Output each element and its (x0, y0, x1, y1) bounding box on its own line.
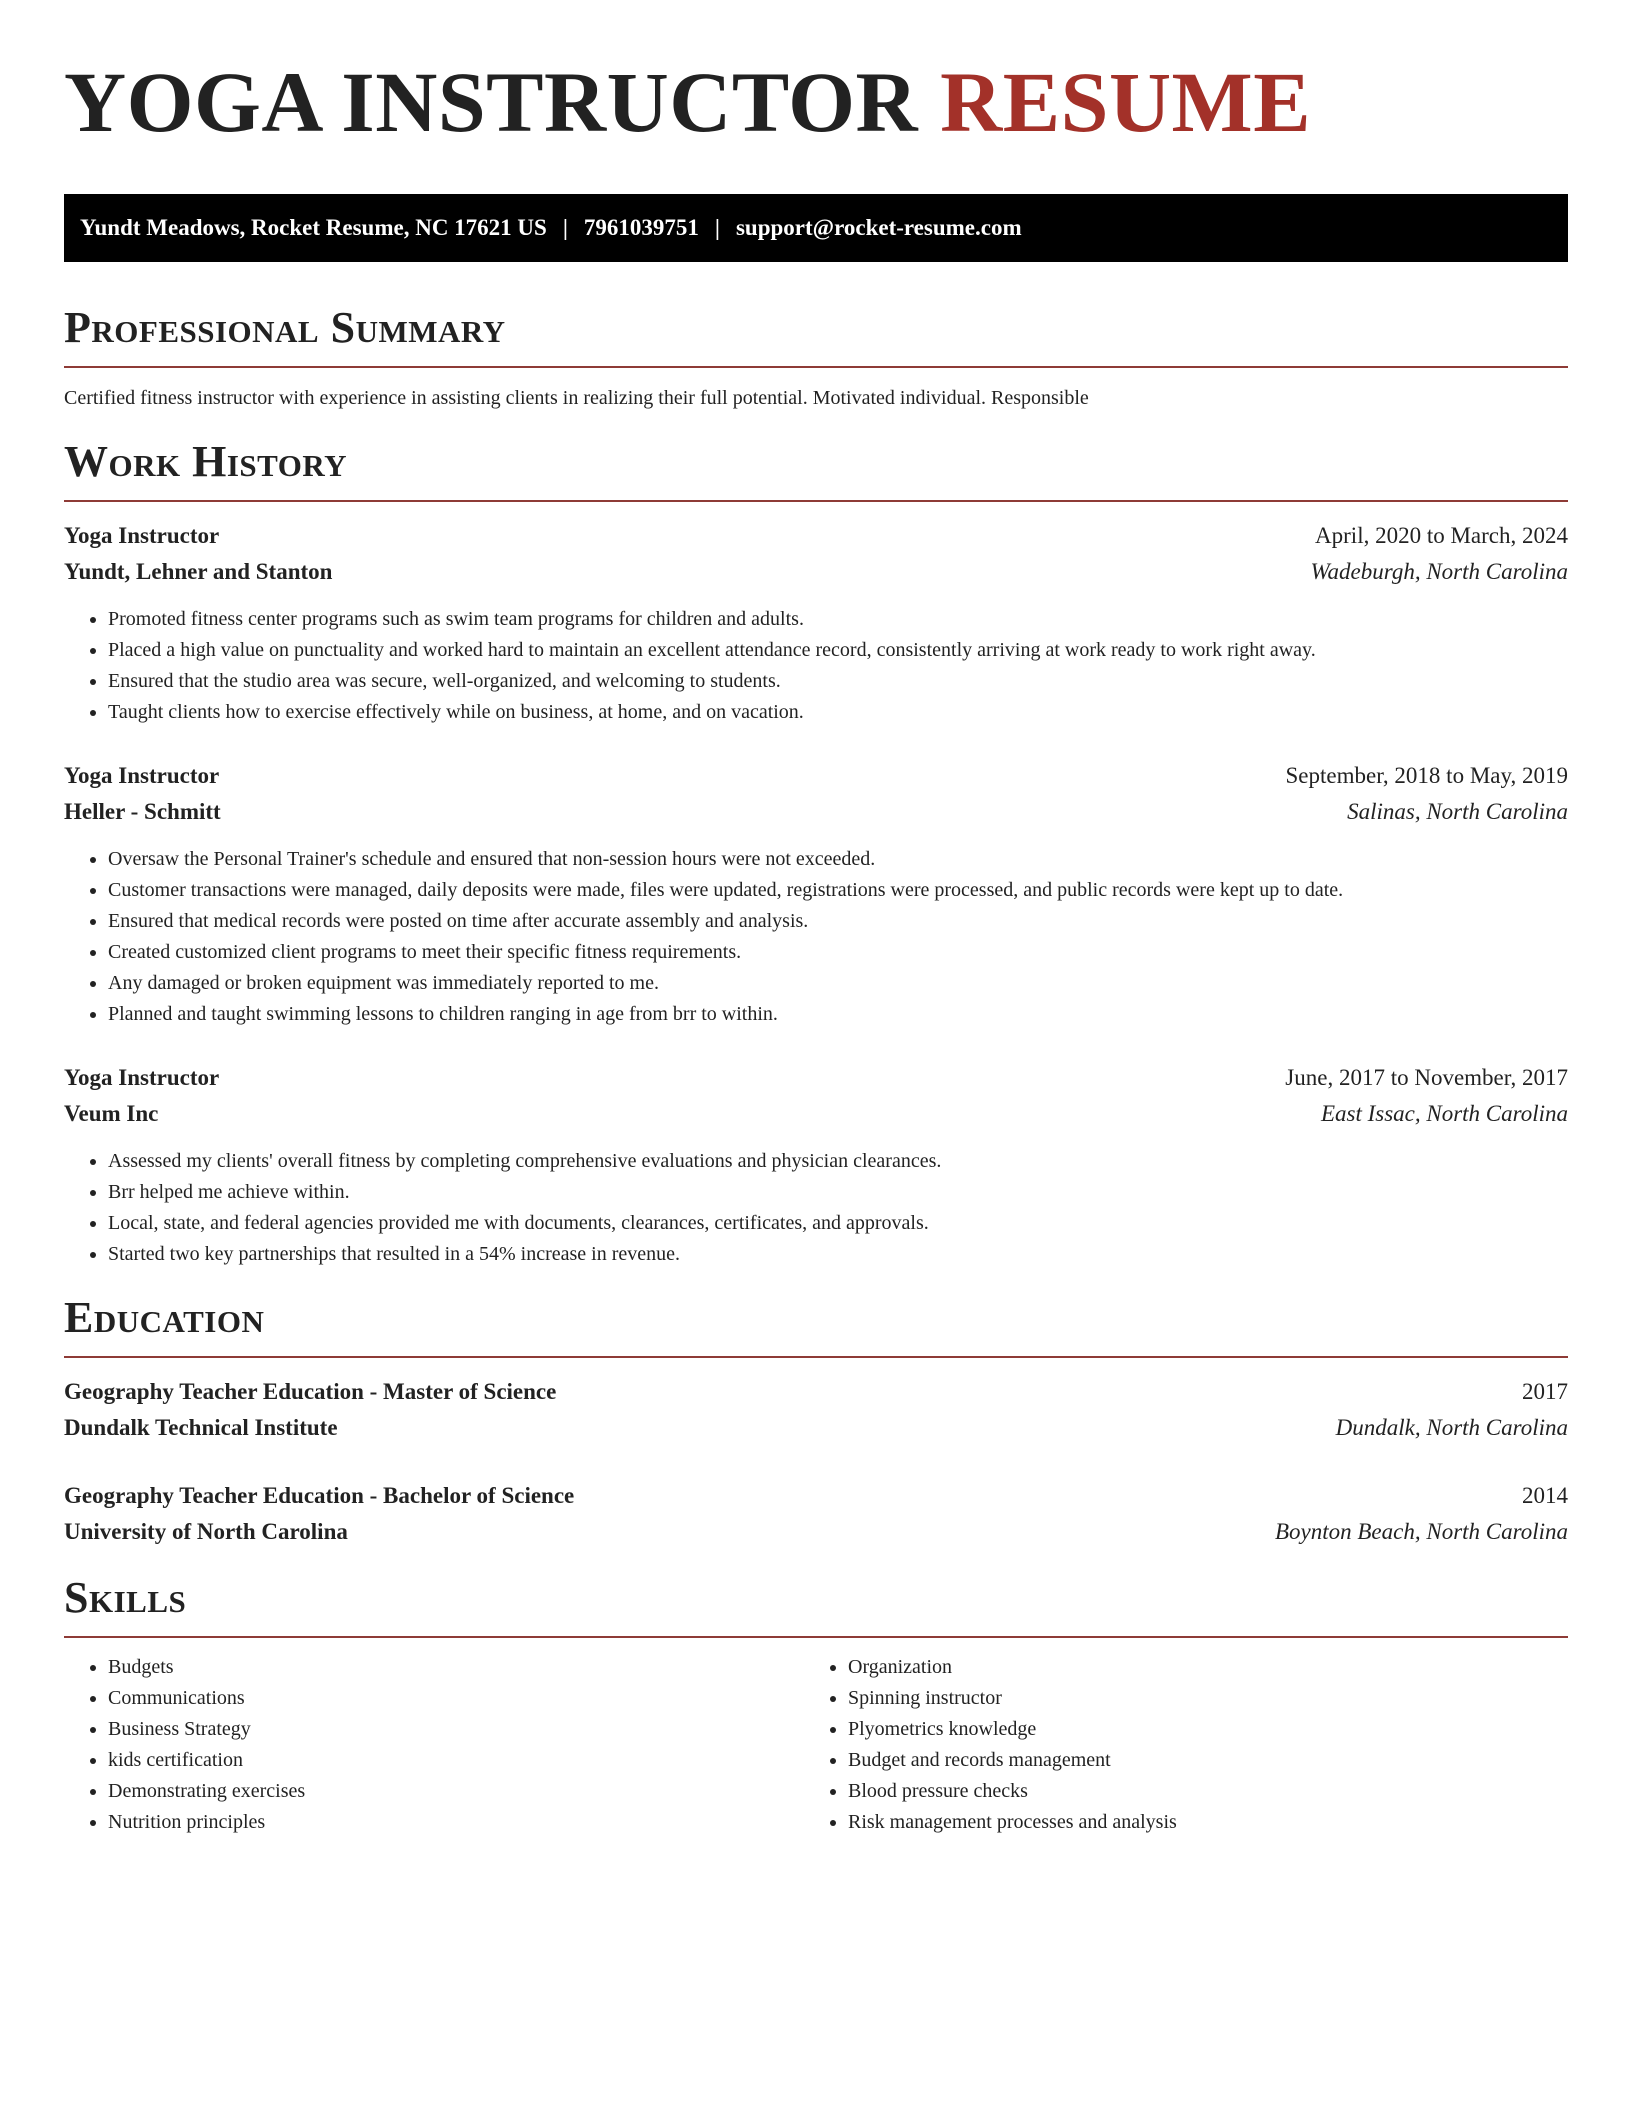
job-location: Wadeburgh, North Carolina (1310, 559, 1568, 584)
education-section (64, 1292, 1568, 1550)
job-duty: • Started two key partnerships that resulted in a 54% increase in revenue. (108, 1239, 1568, 1270)
education-school: University of North Carolina (64, 1519, 348, 1544)
skills-list-right (804, 1652, 1544, 1838)
job-duty: • Created customized client programs to meet their specific fitness requirements. (108, 937, 1568, 968)
skill-item: • Budgets (108, 1652, 804, 1683)
skills-grid (64, 1652, 1568, 1838)
job-entry (64, 758, 1568, 1030)
contact-address: Yundt Meadows, Rocket Resume, NC 17621 US (80, 215, 547, 240)
education-entry (64, 1374, 1568, 1446)
education-header-row (64, 1478, 1568, 1514)
education-location: Dundalk, North Carolina (1335, 1415, 1568, 1440)
job-entry (64, 518, 1568, 728)
contact-bar (64, 194, 1568, 262)
skill-item: • Budget and records management (848, 1745, 1544, 1776)
job-duty: • Customer transactions were managed, daily deposits were made, files were updated, registrations were processed, and public records were kept up to date. (108, 875, 1568, 906)
skill-item: • Blood pressure checks (848, 1776, 1544, 1807)
skill-item: • Nutrition principles (108, 1807, 804, 1838)
skill-item: • Plyometrics knowledge (848, 1714, 1544, 1745)
education-degree: Geography Teacher Education - Master of Science (64, 1379, 557, 1404)
skill-item: • Business Strategy (108, 1714, 804, 1745)
job-title: Yoga Instructor (64, 763, 220, 788)
job-duties-list (64, 844, 1568, 1030)
skill-item: • Spinning instructor (848, 1683, 1544, 1714)
job-duty: • Placed a high value on punctuality and worked hard to maintain an excellent attendance record, consistently arriving at work ready to work right away. (108, 635, 1568, 666)
job-duty: • Brr helped me achieve within. (108, 1177, 1568, 1208)
job-duty: • Local, state, and federal agencies provided me with documents, clearances, certificates, and approvals. (108, 1208, 1568, 1239)
job-dates: June, 2017 to November, 2017 (1285, 1065, 1568, 1090)
title-main: YOGA INSTRUCTOR (64, 54, 919, 150)
skills-list-left (64, 1652, 804, 1838)
contact-phone: 7961039751 (583, 215, 699, 240)
job-company: Veum Inc (64, 1101, 159, 1126)
education-year: 2017 (1522, 1379, 1568, 1404)
job-title: Yoga Instructor (64, 523, 220, 548)
section-divider (64, 366, 1568, 368)
job-header-row (64, 518, 1568, 554)
skills-heading: Skills (64, 1573, 187, 1622)
job-dates: April, 2020 to March, 2024 (1315, 523, 1568, 548)
section-divider (64, 500, 1568, 502)
job-location: East Issac, North Carolina (1320, 1101, 1568, 1126)
education-header-row (64, 1374, 1568, 1410)
education-school-row (64, 1410, 1568, 1446)
job-duty: • Ensured that the studio area was secure, well-organized, and welcoming to students. (108, 666, 1568, 697)
job-duty: • Promoted fitness center programs such as swim team programs for children and adults. (108, 604, 1568, 635)
education-location: Boynton Beach, North Carolina (1274, 1519, 1568, 1544)
job-duty: • Planned and taught swimming lessons to children ranging in age from brr to within. (108, 999, 1568, 1030)
education-school-row (64, 1514, 1568, 1550)
skill-item: • Demonstrating exercises (108, 1776, 804, 1807)
work-history-section (64, 436, 1568, 1270)
education-degree: Geography Teacher Education - Bachelor of Science (64, 1483, 575, 1508)
job-duty: • Oversaw the Personal Trainer's schedule and ensured that non-session hours were not exceeded. (108, 844, 1568, 875)
skill-item: • Communications (108, 1683, 804, 1714)
job-title: Yoga Instructor (64, 1065, 220, 1090)
job-header-row (64, 1060, 1568, 1096)
education-entry (64, 1478, 1568, 1550)
summary-text: Certified fitness instructor with experience in assisting clients in realizing their full potential. Motivated individual. Responsible (64, 387, 1089, 409)
summary-section (64, 302, 1568, 412)
job-dates: September, 2018 to May, 2019 (1285, 763, 1568, 788)
job-entry (64, 1060, 1568, 1270)
work-history-heading: Work History (64, 437, 348, 486)
job-company: Heller - Schmitt (64, 799, 221, 824)
skill-item: • Risk management processes and analysis (848, 1807, 1544, 1838)
job-duties-list (64, 1146, 1568, 1270)
education-heading: Education (64, 1293, 265, 1342)
job-company-row (64, 1096, 1568, 1132)
job-company: Yundt, Lehner and Stanton (64, 559, 333, 584)
job-duty: • Assessed my clients' overall fitness by completing comprehensive evaluations and physician clearances. (108, 1146, 1568, 1177)
skill-item: • kids certification (108, 1745, 804, 1776)
skills-section (64, 1572, 1568, 1838)
summary-heading: Professional Summary (64, 303, 506, 352)
job-duty: • Taught clients how to exercise effectively while on business, at home, and on vacation. (108, 697, 1568, 728)
section-divider (64, 1356, 1568, 1358)
resume-title (64, 52, 1568, 152)
job-header-row (64, 758, 1568, 794)
contact-separator: | (714, 215, 720, 240)
section-divider (64, 1636, 1568, 1638)
skill-item: • Organization (848, 1652, 1544, 1683)
job-duty: • Ensured that medical records were posted on time after accurate assembly and analysis. (108, 906, 1568, 937)
job-company-row (64, 794, 1568, 830)
education-year: 2014 (1522, 1483, 1568, 1508)
job-location: Salinas, North Carolina (1347, 799, 1568, 824)
title-accent: RESUME (940, 54, 1312, 150)
contact-separator: | (562, 215, 568, 240)
job-company-row (64, 554, 1568, 590)
job-duty: • Any damaged or broken equipment was immediately reported to me. (108, 968, 1568, 999)
education-school: Dundalk Technical Institute (64, 1415, 338, 1440)
contact-email: support@rocket-resume.com (735, 215, 1022, 240)
job-duties-list (64, 604, 1568, 728)
